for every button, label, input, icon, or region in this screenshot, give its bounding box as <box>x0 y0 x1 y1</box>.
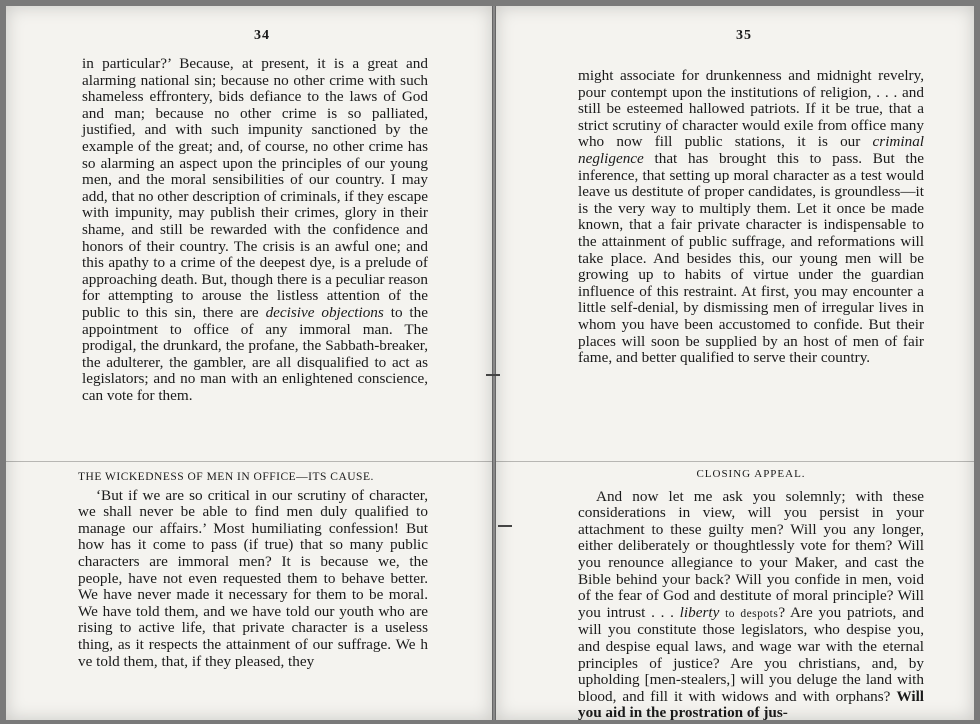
right-para2-bold: Will you aid in the prostration of jus- <box>578 687 925 720</box>
gutter-mark-lower <box>498 525 512 527</box>
right-para2-text-a: And now let me ask you solemnly; with these considerations in view, will you persist in your attachment to these guilty men? Will you any longer, either deliberately or thoughtlessly vote for them? Will you renounce allegiance to your Maker, and cast the Bible behind your back? Will you confide in men, void of the fear of God and destitute of moral principle? Will you intrust . . . <box>578 487 924 621</box>
left-para1-text: in particular?’ Because, at present, it is a great and alarming national sin; because no other crime with such shameless effrontery, bids defiance to the laws of God and man; because no other crime is so palliated, justified, and with such impunity sanctioned by the example of the great; and, of course, no other crime has so alarming an aspect upon the principles of our young men, and the moral sensibilities of our country. I may add, that no other description of criminals, if they escape with impunity, may publish their crimes, glory in their shame, and still be rewarded with the confidence and honors of their country. The crisis is an awful one; and this apathy to a crime of the deepest dye, is a prelude of approaching death. But, though there is a peculiar reason for attempting to arouse the listless attention of the public to this sin, there are <box>82 55 428 321</box>
right-paragraph-2 <box>578 489 924 720</box>
left-para1-italic: decisive objections <box>265 303 384 321</box>
right-para2-text-b: ? Are you patriots, and will you constitute those legislators, who despise you, and despise equal laws, and wage war with the eternal principles of justice? Are you christians, and, by upholding [men-stealers,] will you deluge the land with blood, and fill it with widows and with orphans? <box>578 603 924 705</box>
right-para1-text-a: might associate for drunkenness and midnight revelry, pour contempt upon the institutions of religion, . . . and still be esteemed hallowed patriots. If it be true, that a strict scrutiny of character would exile from office many who now fill public stations, it is our <box>578 67 924 151</box>
right-section <box>578 458 924 720</box>
page-number-right: 35 <box>736 28 752 43</box>
section-heading-left: THE WICKEDNESS OF MEN IN OFFICE—ITS CAUSE. <box>78 471 374 483</box>
right-page <box>496 6 974 720</box>
left-section <box>78 469 428 670</box>
left-paragraph-1 <box>82 56 428 404</box>
right-para2-italic: liberty <box>679 603 720 621</box>
right-para1-text-b: that has brought this to pass. But the inference, that setting up moral character as a test would leave us destitute of proper candidates, is groundless—it is the very way to multiply them. Let it once be made known, that a fair private character is indispensable to the attainment of public suffrage, and reformations will take place. And besides this, our young men will be growing up to habits of virtue under the guardian influence of this restraint. At first, you may encounter a little self-denial, by dismissing men of irregular lives in whom you have been accustomed to confide. But their places will soon be supplied by an host of men of fair fame, and better qualified to serve their country. <box>578 149 924 367</box>
page-fold-line-left <box>6 461 492 462</box>
section-heading-right: CLOSING APPEAL. <box>696 468 806 480</box>
right-paragraph-1 <box>578 68 924 367</box>
right-para1-italic: criminal negligence <box>578 133 925 167</box>
right-para2-smallcaps: to despots <box>725 607 779 620</box>
gutter-mark-upper <box>486 374 500 376</box>
page-number-left: 34 <box>254 28 270 43</box>
left-page <box>6 6 492 720</box>
left-para1-end: to the appointment to office of any immoral man. The prodigal, the drunkard, the profane, the Sabbath-breaker, the adulterer, the gambler, are all disqualified to act as legislators; and no man with an enlightened conscience, can vote for them. <box>82 303 428 404</box>
left-paragraph-2: ‘But if we are so critical in our scrutiny of character, we shall never be able to find men duly qualified to manage our affairs.’ Most humiliating confession! But how has it come to pass (if true) that so many public characters are immoral men? It is because we, the people, have not even requested them to behave better. We have never made it necessary for them to be moral. We have told them, and we have told our youth who are rising to active life, that private character is a useless thing, as it respects the attainment of our suffrage. We h ve told them, that, if they pleased, they <box>78 486 428 670</box>
